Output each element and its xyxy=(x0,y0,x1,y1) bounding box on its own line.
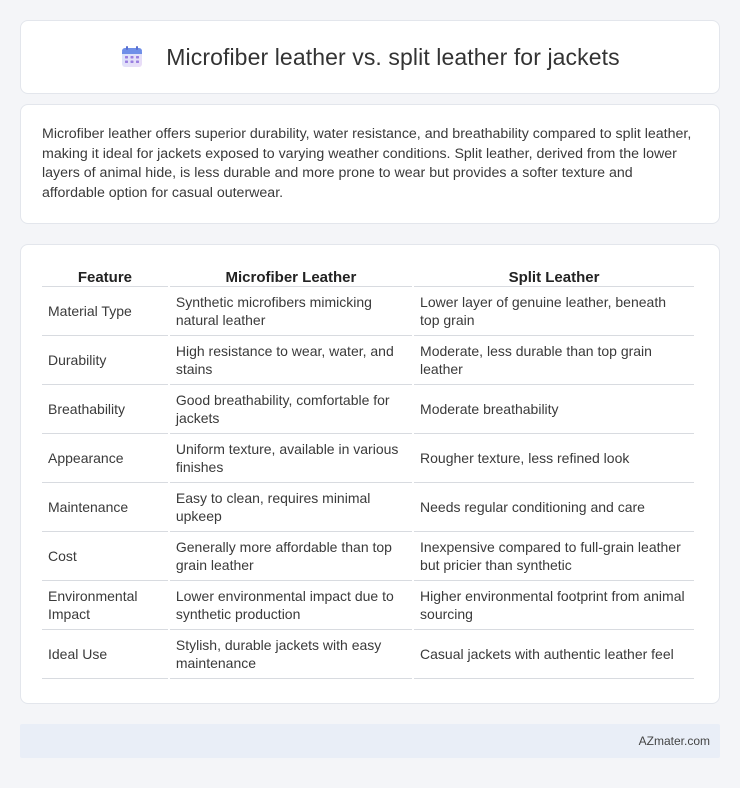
table-row xyxy=(42,581,694,630)
split-cell: Inexpensive compared to full-grain leather but pricier than synthetic xyxy=(414,532,694,581)
split-cell: Moderate breathability xyxy=(414,385,694,434)
footer-bar xyxy=(20,724,720,758)
summary-text: Microfiber leather offers superior durability, water resistance, and breathability compared to split leather, making it ideal for jackets exposed to varying weather conditions. Split leather, derived from the lower layers of animal hide, is less durable and more prone to wear but provides a softer texture and affordable option for casual outerwear. xyxy=(42,126,692,201)
feature-cell: Maintenance xyxy=(42,483,168,532)
split-cell: Moderate, less durable than top grain leather xyxy=(414,336,694,385)
header-split: Split Leather xyxy=(414,265,694,287)
title-card xyxy=(20,20,720,94)
microfiber-cell: High resistance to wear, water, and stains xyxy=(170,336,412,385)
split-cell: Rougher texture, less refined look xyxy=(414,434,694,483)
table-row xyxy=(42,532,694,581)
split-cell: Casual jackets with authentic leather feel xyxy=(414,630,694,679)
microfiber-cell: Easy to clean, requires minimal upkeep xyxy=(170,483,412,532)
table-row xyxy=(42,336,694,385)
feature-cell: Durability xyxy=(42,336,168,385)
title-wrap xyxy=(120,44,619,71)
table-row xyxy=(42,630,694,679)
feature-cell: Material Type xyxy=(42,287,168,336)
microfiber-cell: Synthetic microfibers mimicking natural leather xyxy=(170,287,412,336)
feature-cell: Environmental Impact xyxy=(42,581,168,630)
split-cell: Needs regular conditioning and care xyxy=(414,483,694,532)
split-cell: Lower layer of genuine leather, beneath top grain xyxy=(414,287,694,336)
table-row xyxy=(42,385,694,434)
microfiber-cell: Uniform texture, available in various finishes xyxy=(170,434,412,483)
microfiber-cell: Good breathability, comfortable for jackets xyxy=(170,385,412,434)
header-feature: Feature xyxy=(42,265,168,287)
split-cell: Higher environmental footprint from animal sourcing xyxy=(414,581,694,630)
feature-cell: Breathability xyxy=(42,385,168,434)
feature-cell: Cost xyxy=(42,532,168,581)
table-header-row xyxy=(42,265,694,287)
table-row xyxy=(42,287,694,336)
table-row xyxy=(42,483,694,532)
footer-site-link[interactable]: AZmater.com xyxy=(638,734,710,748)
microfiber-cell: Lower environmental impact due to synthetic production xyxy=(170,581,412,630)
feature-cell: Appearance xyxy=(42,434,168,483)
calendar-icon xyxy=(120,45,144,69)
page-title: Microfiber leather vs. split leather for jackets xyxy=(166,43,620,70)
microfiber-cell: Generally more affordable than top grain leather xyxy=(170,532,412,581)
comparison-table xyxy=(40,265,696,679)
microfiber-cell: Stylish, durable jackets with easy maintenance xyxy=(170,630,412,679)
header-microfiber: Microfiber Leather xyxy=(170,265,412,287)
summary-card xyxy=(20,104,720,224)
table-row xyxy=(42,434,694,483)
comparison-card xyxy=(20,244,720,704)
feature-cell: Ideal Use xyxy=(42,630,168,679)
